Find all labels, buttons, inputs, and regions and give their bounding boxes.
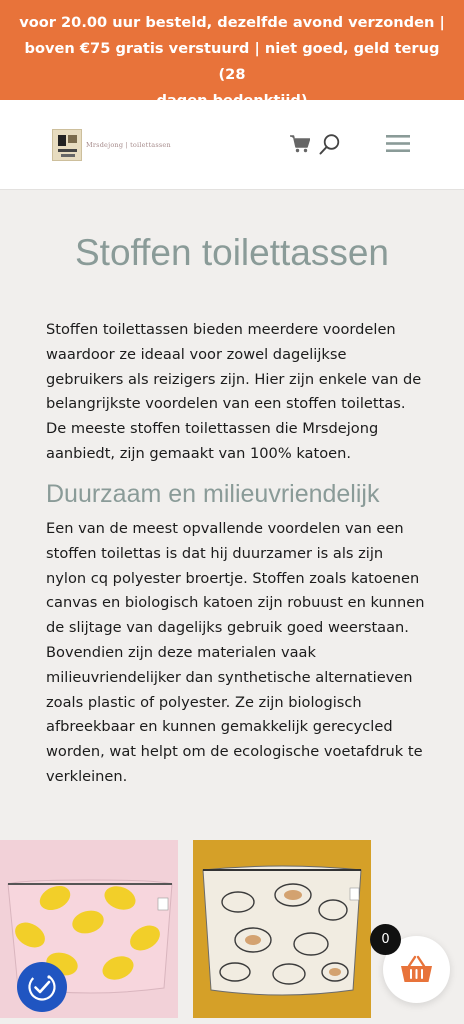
- logo-mark: [52, 129, 82, 161]
- page-title: Stoffen toilettassen: [74, 232, 390, 273]
- product-image-cats[interactable]: [193, 840, 371, 1018]
- promo-line-1: voor 20.00 uur besteld, dezelfde avond verzonden |: [19, 14, 445, 31]
- section-paragraph: Een van de meest opvallende voordelen van een stoffen toilettas is dat hij duurzamer is als zijn nylon cq polyester broertje. Stoffen zoals katoenen canvas en biologisch katoen zijn robuust en kunnen de slijtage van dagelijks gebruik goed weerstaan. Bovendien zijn deze materialen vaak milieuvriendelijker dan synthetische alternatieven zoals plastic of polyester. Ze zijn biologisch afbreekbaar en kunnen gemakkelijk gerecycled worden, wat helpt om de ecologische voetafdruk te verkleinen.: [46, 520, 425, 785]
- basket-icon: [400, 955, 433, 984]
- promo-line-2: boven €75 gratis verstuurd | niet goed, geld terug (28: [24, 40, 440, 83]
- site-logo[interactable]: [52, 129, 171, 161]
- accessibility-icon: [27, 972, 57, 1002]
- accessibility-button[interactable]: [17, 962, 67, 1012]
- shopping-cart-icon[interactable]: [290, 135, 310, 153]
- logo-text: Mrsdejong | toilettassen: [86, 141, 171, 149]
- cart-count-badge: 0: [370, 924, 401, 955]
- intro-paragraph: Stoffen toilettassen bieden meerdere voordelen waardoor ze ideaal voor zowel dagelijkse gebruikers als reizigers zijn. Hier zijn enkele van de belangrijkste voordelen van een stoffen toilettas. De meeste stoffen toilettassen die Mrsdejong aanbiedt, zijn gemaakt van 100% katoen.: [46, 321, 422, 462]
- search-icon[interactable]: [319, 133, 341, 155]
- promo-banner: [0, 0, 464, 100]
- hamburger-menu-icon[interactable]: [386, 134, 410, 153]
- section-heading: Duurzaam en milieuvriendelijk: [46, 480, 380, 508]
